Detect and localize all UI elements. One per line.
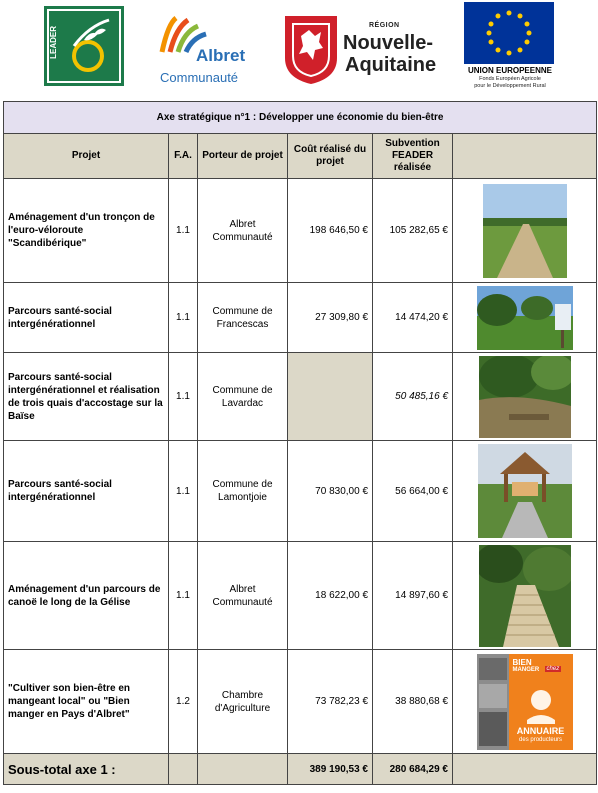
nouvelle-aquitaine-logo <box>283 12 443 87</box>
cell-projet: Parcours santé-social intergénérationnel et réalisation de trois quais d'accostage sur la Baïse <box>4 353 169 441</box>
cell-subvention: 14 897,60 € <box>373 542 453 650</box>
cell-projet: Parcours santé-social intergénérationnel <box>4 283 169 353</box>
cell-subvention: 56 664,00 € <box>373 441 453 542</box>
albret-title: Albret <box>196 46 246 65</box>
leader-text: LEADER <box>49 26 58 59</box>
cell-subvention: 105 282,65 € <box>373 179 453 283</box>
subtotal-photo <box>453 754 597 785</box>
subtotal-subvention: 280 684,29 € <box>373 754 453 785</box>
shelter-photo <box>453 441 597 542</box>
table-header-row <box>4 134 597 179</box>
cell-subvention: 38 880,68 € <box>373 650 453 754</box>
cell-porteur: Commune de Francescas <box>198 283 288 353</box>
cell-porteur: Commune de Lavardac <box>198 353 288 441</box>
ramp-photo <box>453 542 597 650</box>
annuaire-title: ANNUAIRE <box>516 725 565 736</box>
subtotal-cout: 389 190,53 € <box>288 754 373 785</box>
table-title: Axe stratégique n°1 : Développer une économie du bien-être <box>4 102 597 134</box>
leader-logo <box>44 6 124 86</box>
cell-projet: "Cultiver son bien-être en mangeant local" ou "Bien manger en Pays d'Albret" <box>4 650 169 754</box>
cell-porteur: Albret Communauté <box>198 542 288 650</box>
cell-cout: 73 782,23 € <box>288 650 373 754</box>
cell-fa: 1.1 <box>169 283 198 353</box>
subtotal-porteur <box>198 754 288 785</box>
header-photo <box>453 134 597 179</box>
table-row <box>4 179 597 283</box>
cell-projet: Aménagement d'un tronçon de l'euro-véloroute "Scandibérique" <box>4 179 169 283</box>
eu-sublabel-line2: pour le Développement Rural <box>474 83 546 89</box>
na-name-line1: Nouvelle- <box>343 32 434 54</box>
albret-logo <box>156 14 256 84</box>
cell-porteur: Commune de Lamontjoie <box>198 441 288 542</box>
cell-cout: 27 309,80 € <box>288 283 373 353</box>
river-photo <box>453 353 597 441</box>
annuaire-manger: MANGER <box>512 666 540 673</box>
logo-bar <box>0 0 598 100</box>
table-row <box>4 283 597 353</box>
albret-subtitle: Communauté <box>160 70 239 85</box>
subtotal-row <box>4 754 597 785</box>
header-porteur: Porteur de projet <box>198 134 288 179</box>
cell-cout: 18 622,00 € <box>288 542 373 650</box>
table-row <box>4 441 597 542</box>
cell-projet: Aménagement d'un parcours de canoë le long de la Gélise <box>4 542 169 650</box>
header-cout: Coût réalisé du projet <box>288 134 373 179</box>
cell-subvention: 50 485,16 € <box>373 353 453 441</box>
subtotal-fa <box>169 754 198 785</box>
na-name-line2: Aquitaine <box>345 54 437 76</box>
table-row <box>4 542 597 650</box>
annuaire-bien: BIEN <box>512 657 532 667</box>
cell-cout: 70 830,00 € <box>288 441 373 542</box>
cell-porteur: Chambre d'Agriculture <box>198 650 288 754</box>
annuaire-sub: des producteurs <box>519 736 563 743</box>
cell-subvention: 14 474,20 € <box>373 283 453 353</box>
cell-fa: 1.1 <box>169 441 198 542</box>
eu-sublabel <box>462 76 558 90</box>
cell-fa: 1.2 <box>169 650 198 754</box>
header-subvention: Subvention FEADER réalisée <box>373 134 453 179</box>
cell-cout <box>288 353 373 441</box>
cell-fa: 1.1 <box>169 353 198 441</box>
annuaire-chez: chez <box>546 665 560 672</box>
cell-projet: Parcours santé-social intergénérationnel <box>4 441 169 542</box>
cell-fa: 1.1 <box>169 542 198 650</box>
cell-porteur: Albret Communauté <box>198 179 288 283</box>
eu-label: UNION EUROPEENNE <box>467 66 552 75</box>
cell-cout: 198 646,50 € <box>288 179 373 283</box>
table-row <box>4 353 597 441</box>
park-photo <box>453 283 597 353</box>
eu-sublabel-line1: Fonds Européen Agricole <box>479 76 541 82</box>
table-row <box>4 650 597 754</box>
annuaire-cover <box>477 654 573 750</box>
annuaire-photo <box>453 650 597 754</box>
header-projet: Projet <box>4 134 169 179</box>
eu-logo <box>458 2 558 97</box>
header-fa: F.A. <box>169 134 198 179</box>
table-title-row <box>4 102 597 134</box>
projects-table <box>3 101 597 785</box>
na-region-label: RÉGION <box>369 22 400 29</box>
cell-fa: 1.1 <box>169 179 198 283</box>
road-photo <box>453 179 597 283</box>
subtotal-label: Sous-total axe 1 : <box>4 754 169 785</box>
